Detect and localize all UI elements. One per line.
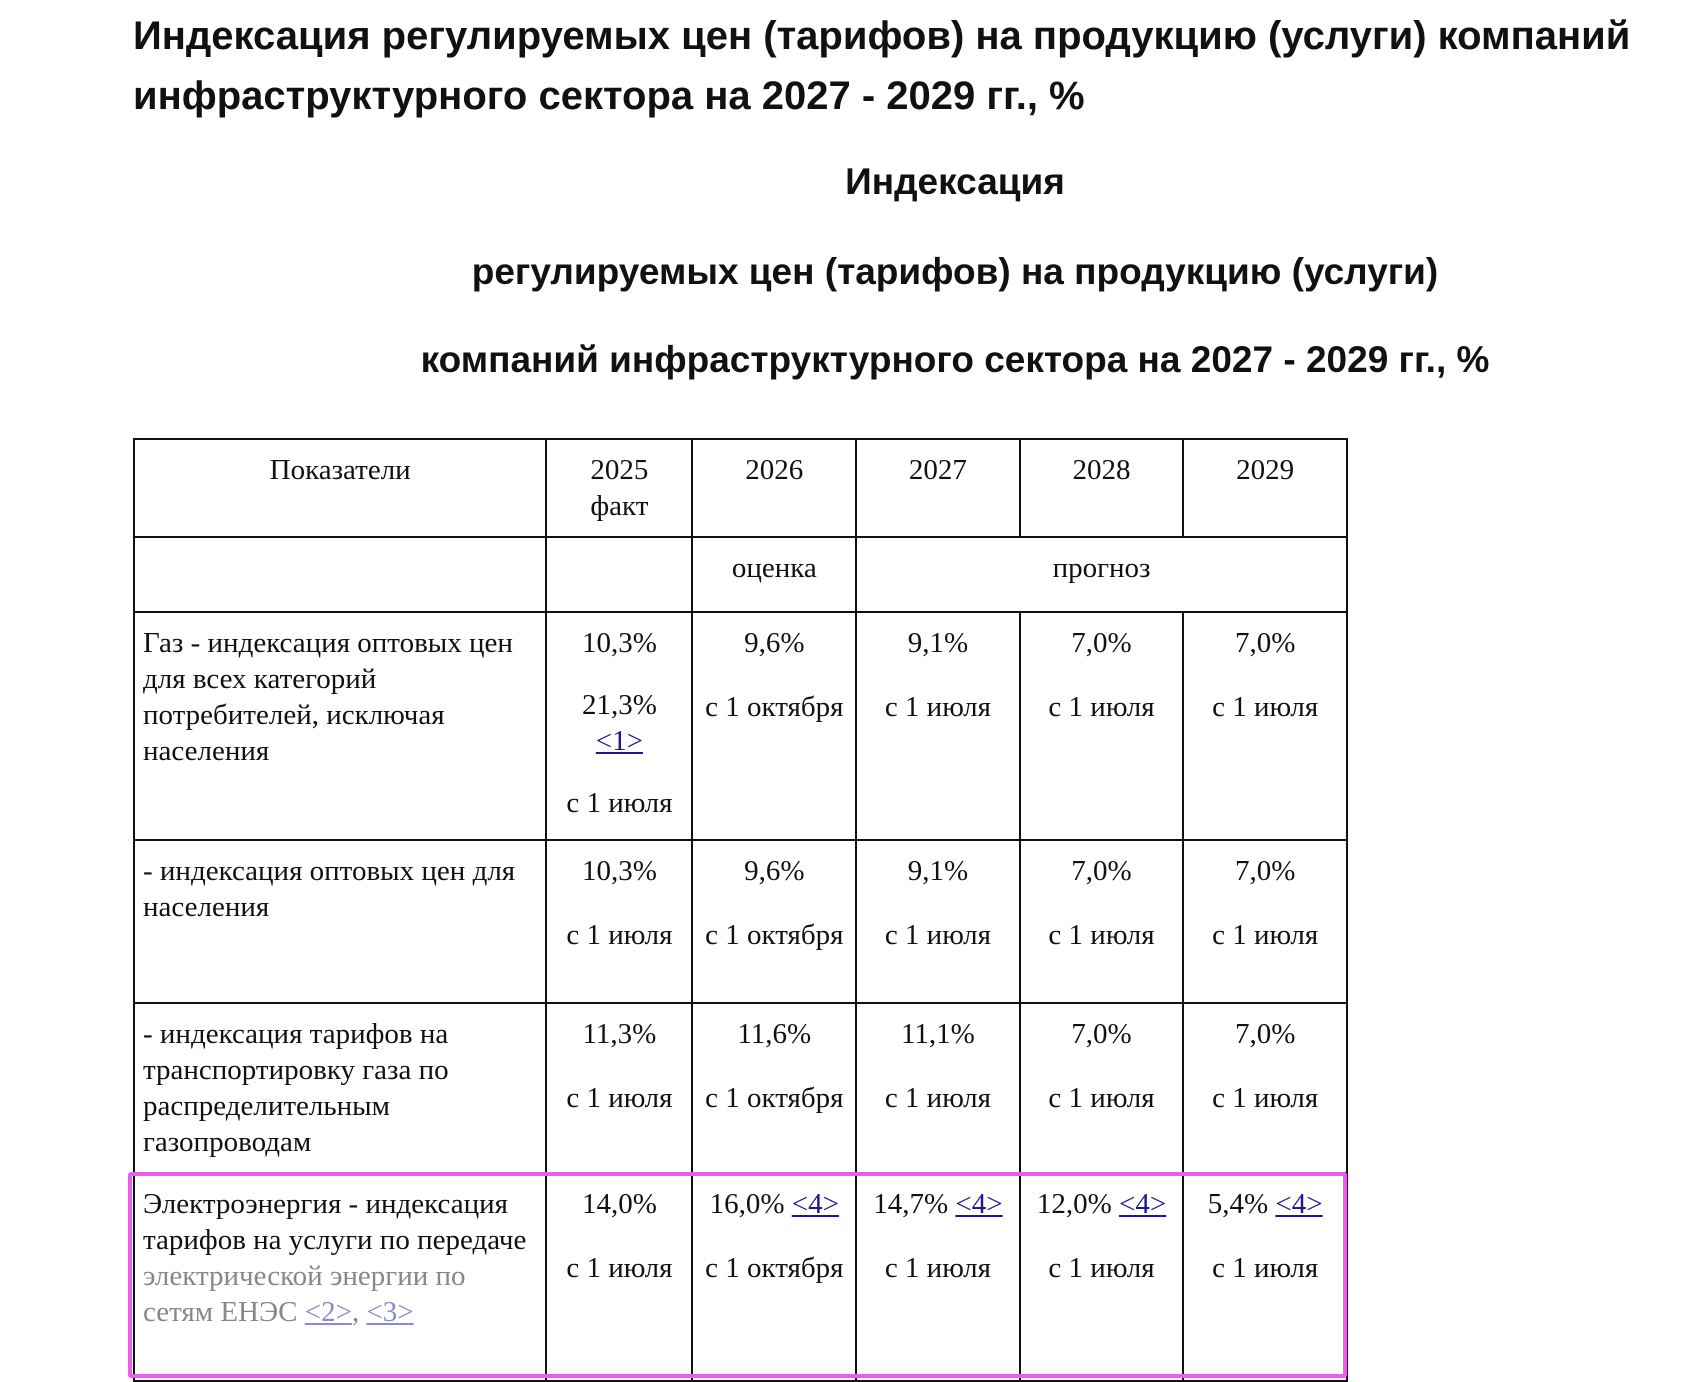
- subheader-forecast: прогноз: [856, 537, 1347, 612]
- cell-2029: 7,0% с 1 июля: [1183, 840, 1347, 1003]
- table-row-highlighted: [134, 1173, 1347, 1381]
- subheader-empty-2025: [546, 537, 692, 612]
- doc-title-line-3: компаний инфраструктурного сектора на 2027 - 2029 гг., %: [420, 339, 1490, 380]
- cell-2028: 7,0% с 1 июля: [1020, 1003, 1184, 1173]
- header-indicators: Показатели: [134, 439, 546, 537]
- cell-2028: 7,0% с 1 июля: [1020, 840, 1184, 1003]
- cell-2027: 14,7% <4> с 1 июля: [856, 1173, 1020, 1381]
- cell-2027: 9,1% с 1 июля: [856, 840, 1020, 1003]
- table-row: [134, 1003, 1347, 1173]
- footnote-link-1[interactable]: <1>: [595, 725, 644, 757]
- subheader-estimate: оценка: [692, 537, 856, 612]
- cell-2025: 11,3% с 1 июля: [546, 1003, 692, 1173]
- row-label: Электроэнергия - индексация тарифов на услуги по передаче электрической энергии по сетям ЕНЭС <2>, <3>: [134, 1173, 546, 1381]
- cell-2028: 7,0% с 1 июля: [1020, 612, 1184, 840]
- footnote-link-2[interactable]: <2>: [304, 1296, 352, 1328]
- row-label: - индексация тарифов на транспортировку газа по распределительным газопроводам: [134, 1003, 546, 1173]
- header-2027: 2027: [856, 439, 1020, 537]
- cell-2026: 9,6% с 1 октября: [692, 840, 856, 1003]
- cell-2029: 5,4% <4> с 1 июля: [1183, 1173, 1347, 1381]
- headline: [133, 6, 1663, 126]
- cell-2029: 7,0% с 1 июля: [1183, 1003, 1347, 1173]
- table-row: [134, 840, 1347, 1003]
- cell-2027: 9,1% с 1 июля: [856, 612, 1020, 840]
- footnote-link-4[interactable]: <4>: [1118, 1188, 1167, 1220]
- table-row: [134, 612, 1347, 840]
- indexation-table: [133, 438, 1348, 1382]
- row-label: Газ - индексация оптовых цен для всех категорий потребителей, исключая населения: [134, 612, 546, 840]
- header-2029: 2029: [1183, 439, 1347, 537]
- table-subheader-row: [134, 537, 1347, 612]
- cell-2025: 14,0% с 1 июля: [546, 1173, 692, 1381]
- cell-2025: 10,3% 21,3% <1> с 1 июля: [546, 612, 692, 840]
- headline-line-1: Индексация регулируемых цен (тарифов) на продукцию (услуги) компаний: [133, 14, 1631, 58]
- footnote-link-4[interactable]: <4>: [955, 1188, 1003, 1220]
- footnote-link-3[interactable]: <3>: [366, 1296, 414, 1328]
- subheader-empty-indicator: [134, 537, 546, 612]
- table-header-row: [134, 439, 1347, 537]
- header-2026: 2026: [692, 439, 856, 537]
- cell-2026: 16,0% <4> с 1 октября: [692, 1173, 856, 1381]
- cell-2026: 9,6% с 1 октября: [692, 612, 856, 840]
- header-2025: 2025 факт: [546, 439, 692, 537]
- header-2028: 2028: [1020, 439, 1184, 537]
- cell-2026: 11,6% с 1 октября: [692, 1003, 856, 1173]
- doc-title-line-2: регулируемых цен (тарифов) на продукцию (услуги): [471, 251, 1439, 292]
- headline-line-2: инфраструктурного сектора на 2027 - 2029 гг., %: [133, 74, 1085, 118]
- cell-2029: 7,0% с 1 июля: [1183, 612, 1347, 840]
- cell-2028: 12,0% <4> с 1 июля: [1020, 1173, 1184, 1381]
- cell-2025: 10,3% с 1 июля: [546, 840, 692, 1003]
- row-label: - индексация оптовых цен для населения: [134, 840, 546, 1003]
- cell-2027: 11,1% с 1 июля: [856, 1003, 1020, 1173]
- footnote-link-4[interactable]: <4>: [791, 1188, 839, 1220]
- footnote-link-4[interactable]: <4>: [1275, 1188, 1323, 1220]
- doc-title-line-1: Индексация: [845, 161, 1065, 202]
